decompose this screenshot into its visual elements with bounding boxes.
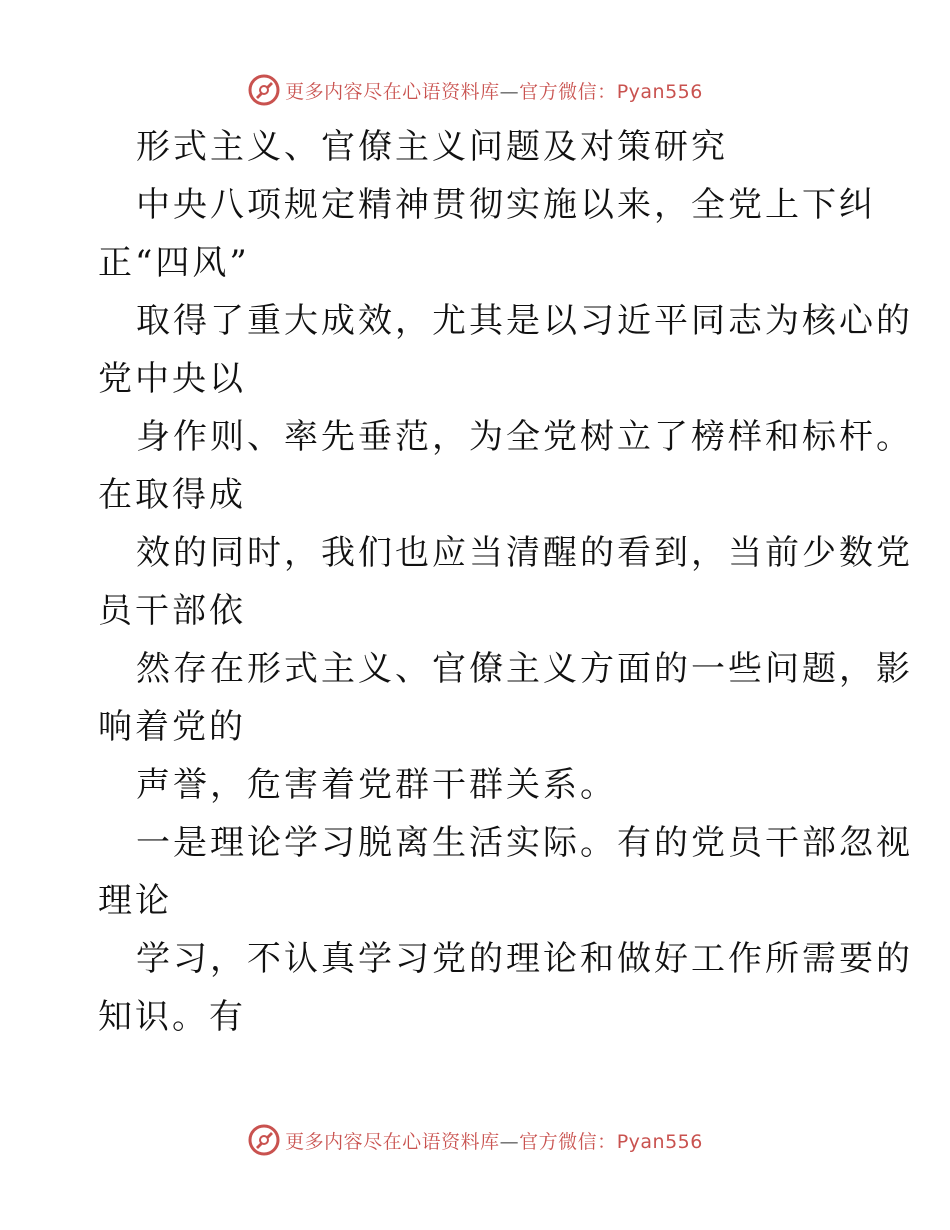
paragraph-line: 员干部依 <box>98 591 246 631</box>
header-banner-text <box>285 77 703 104</box>
paragraph-line: 然存在形式主义、官僚主义方面的一些问题，影 <box>136 649 913 689</box>
paragraph-line: 声誉，危害着党群干群关系。 <box>136 765 617 805</box>
header-banner-main: 更多内容尽在心语资料库 <box>285 80 500 103</box>
header-banner <box>0 70 950 110</box>
footer-banner-wechat-id: Pyan556 <box>616 1130 703 1153</box>
footer-banner-text <box>285 1127 703 1154</box>
paragraph-line: 在取得成 <box>98 475 246 515</box>
paragraph-line: 知识。有 <box>98 997 246 1037</box>
document-title: 形式主义、官僚主义问题及对策研究 <box>136 127 728 167</box>
paragraph-line: 正“四风” <box>98 243 250 283</box>
footer-banner <box>0 1120 950 1160</box>
paragraph-line: 一是理论学习脱离生活实际。有的党员干部忽视 <box>136 823 913 863</box>
footer-banner-main: 更多内容尽在心语资料库 <box>285 1130 500 1153</box>
paragraph-line: 响着党的 <box>98 707 246 747</box>
paragraph-line: 中央八项规定精神贯彻实施以来，全党上下纠 <box>136 185 876 225</box>
footer-banner-wechat-label: 官方微信： <box>519 1130 617 1153</box>
header-banner-wechat-label: 官方微信： <box>519 80 617 103</box>
header-banner-sep: — <box>499 80 520 103</box>
quill-logo-icon <box>247 73 281 107</box>
quill-logo-icon <box>247 1123 281 1157</box>
paragraph-line: 党中央以 <box>98 359 246 399</box>
document-body <box>98 118 913 1046</box>
paragraph-line: 学习，不认真学习党的理论和做好工作所需要的 <box>136 939 913 979</box>
paragraph-line: 取得了重大成效，尤其是以习近平同志为核心的 <box>136 301 913 341</box>
footer-banner-sep: — <box>499 1130 520 1153</box>
paragraph-line: 效的同时，我们也应当清醒的看到，当前少数党 <box>136 533 913 573</box>
header-banner-wechat-id: Pyan556 <box>616 80 703 103</box>
paragraph-line: 理论 <box>98 881 172 921</box>
paragraph-line: 身作则、率先垂范，为全党树立了榜样和标杆。 <box>136 417 913 457</box>
